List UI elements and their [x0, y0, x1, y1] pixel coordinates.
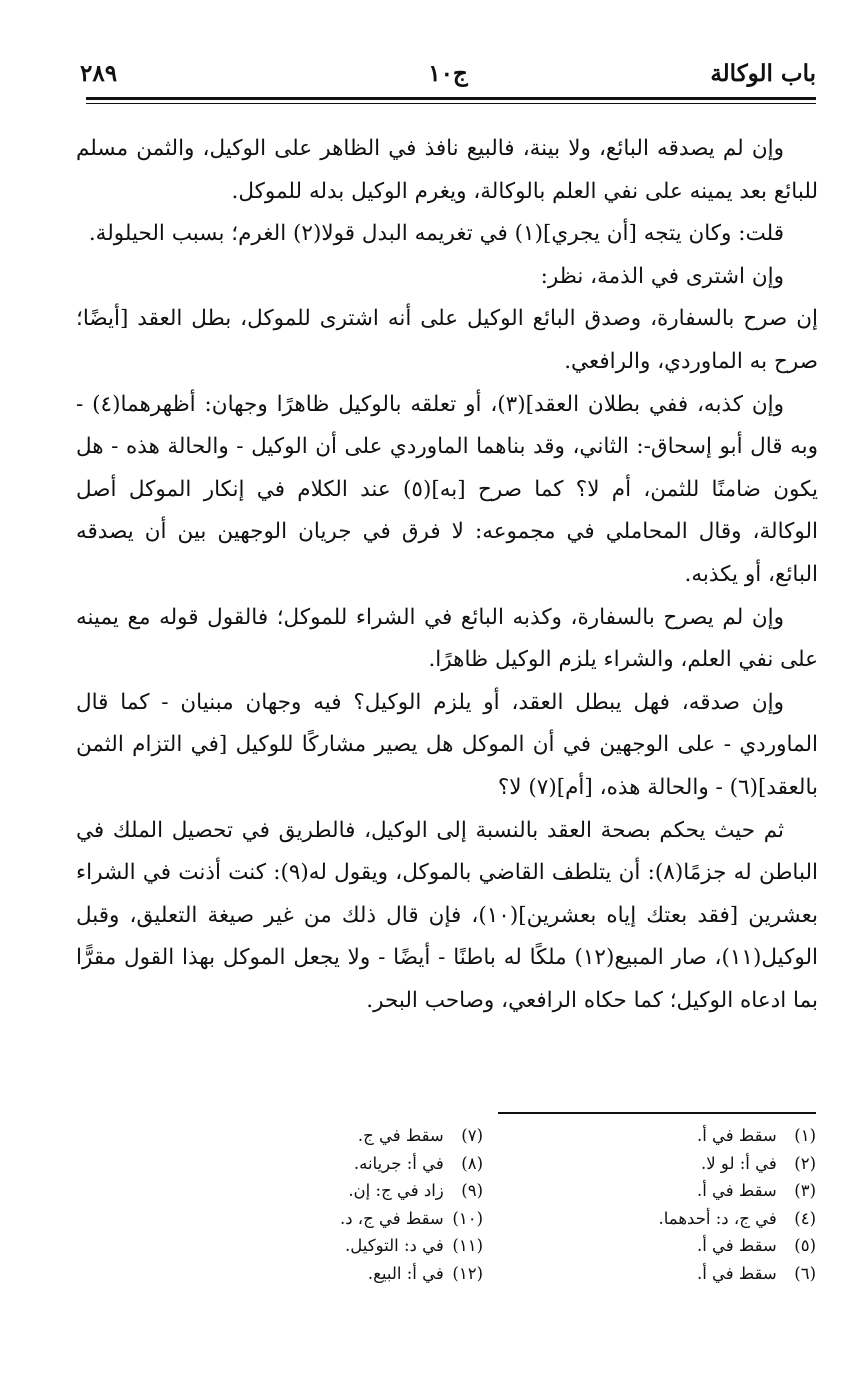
- page-number: ٢٨٩: [80, 60, 118, 87]
- paragraph: وإن صدقه، فهل يبطل العقد، أو يلزم الوكيل؟ فيه وجهان مبنيان - كما قال الماوردي - على الوجهين في أن الموكل هل يصير مشاركًا للوكيل [في التزام الثمن بالعقد](٦) - والحالة هذه، [أم](٧) لا؟: [76, 689, 818, 800]
- footnote-number: (٦): [794, 1263, 816, 1283]
- footnote-text: في أ: جريانه.: [353, 1153, 444, 1173]
- footnote: [483, 1232, 816, 1260]
- footnotes-column-left: [150, 1122, 483, 1290]
- footnote-text: في أ: البيع.: [367, 1263, 444, 1283]
- paragraph: وإن اشترى في الذمة، نظر:: [540, 263, 784, 289]
- footnote: [483, 1122, 816, 1150]
- footnote-number: (٨): [461, 1153, 483, 1173]
- footnote: [483, 1260, 816, 1288]
- running-header: [80, 60, 816, 96]
- chapter-title: باب الوكالة: [710, 60, 816, 87]
- paragraph: وإن لم يصدقه البائع، ولا بينة، فالبيع نافذ في الظاهر على الوكيل، والثمن مسلم للبائع بعد يمينه على نفي العلم بالوكالة، ويغرم الوكيل بدله للموكل.: [76, 136, 818, 204]
- footnote-number: (٢): [794, 1153, 816, 1173]
- footnote-number: (١٢): [452, 1263, 483, 1283]
- footnote-separator: [498, 1112, 816, 1114]
- footnote-number: (٤): [794, 1208, 816, 1228]
- paragraph: إن صرح بالسفارة، وصدق البائع الوكيل على أنه اشترى للموكل، بطل العقد [أيضًا؛ صرح به الماوردي، والرافعي.: [76, 306, 818, 374]
- footnote-text: سقط في ج، د.: [339, 1208, 444, 1228]
- paragraph: ثم حيث يحكم بصحة العقد بالنسبة إلى الوكيل، فالطريق في تحصيل الملك في الباطن له جزمًا(٨): أن يتلطف القاضي بالموكل، ويقول له(٩): كنت أذنت في الشراء بعشرين [فقد بعتك إياه بعشرين](١٠)، فإن قال ذلك من غير صيغة التعليق، وقبل الوكيل(١١)، صار المبيع(١٢) ملكًا له باطنًا - أيضًا - ولا يجعل الموكل بهذا القول مقرًّا بما ادعاه الوكيل؛ كما حكاه الرافعي، وصاحب البحر.: [76, 817, 818, 1013]
- footnote-text: في أ: لو لا.: [701, 1153, 777, 1173]
- footnote-number: (١١): [452, 1236, 483, 1255]
- footnote-number: (١): [794, 1126, 816, 1145]
- footnote-text: في د: التوكيل.: [345, 1236, 444, 1255]
- footnote-number: (٣): [794, 1181, 816, 1200]
- footnote: [483, 1150, 816, 1178]
- footnote: [150, 1260, 483, 1288]
- footnote: [150, 1150, 483, 1178]
- footnote-number: (٥): [794, 1236, 816, 1255]
- footnote-number: (٩): [461, 1181, 483, 1200]
- footnote-number: (٧): [461, 1126, 483, 1145]
- footnotes: [150, 1122, 816, 1290]
- header-rule-thick: [86, 97, 816, 100]
- footnote: [483, 1205, 816, 1233]
- footnote-text: سقط في أ.: [696, 1181, 777, 1200]
- footnote: [150, 1177, 483, 1205]
- footnote-text: سقط في أ.: [696, 1126, 777, 1145]
- footnote: [150, 1122, 483, 1150]
- volume-label: ج١٠: [428, 60, 468, 87]
- footnotes-column-right: [483, 1122, 816, 1290]
- footnote-number: (١٠): [452, 1208, 483, 1228]
- paragraph: وإن لم يصرح بالسفارة، وكذبه البائع في الشراء للموكل؛ فالقول قوله مع يمينه على نفي العلم، والشراء يلزم الوكيل ظاهرًا.: [76, 604, 818, 673]
- footnote: [150, 1205, 483, 1233]
- header-rule-thin: [86, 103, 816, 104]
- footnote-text: زاد في ج: إن.: [348, 1181, 444, 1200]
- footnote: [150, 1232, 483, 1260]
- main-text: [76, 128, 818, 1022]
- footnote-text: سقط في أ.: [696, 1236, 777, 1255]
- footnote-text: في ج، د: أحدهما.: [658, 1208, 777, 1228]
- footnote: [483, 1177, 816, 1205]
- paragraph: وإن كذبه، ففي بطلان العقد](٣)، أو تعلقه بالوكيل ظاهرًا وجهان: أظهرهما(٤) - وبه قال أبو إسحاق-: الثاني، وقد بناهما الماوردي على أن الوكيل - والحالة هذه - هل يكون ضامنًا للثمن، أم لا؟ كما صرح [به](٥) عند الكلام في إنكار الموكل أصل الوكالة، وقال المحاملي في مجموعه: لا فرق في جريان الوجهين بين أن يصدقه البائع، أو يكذبه.: [76, 391, 818, 587]
- paragraph: قلت: وكان يتجه [أن يجري](١) في تغريمه البدل قولا(٢) الغرم؛ بسبب الحيلولة.: [88, 221, 784, 247]
- footnote-text: سقط في ج.: [357, 1126, 444, 1145]
- footnote-text: سقط في أ.: [696, 1263, 777, 1283]
